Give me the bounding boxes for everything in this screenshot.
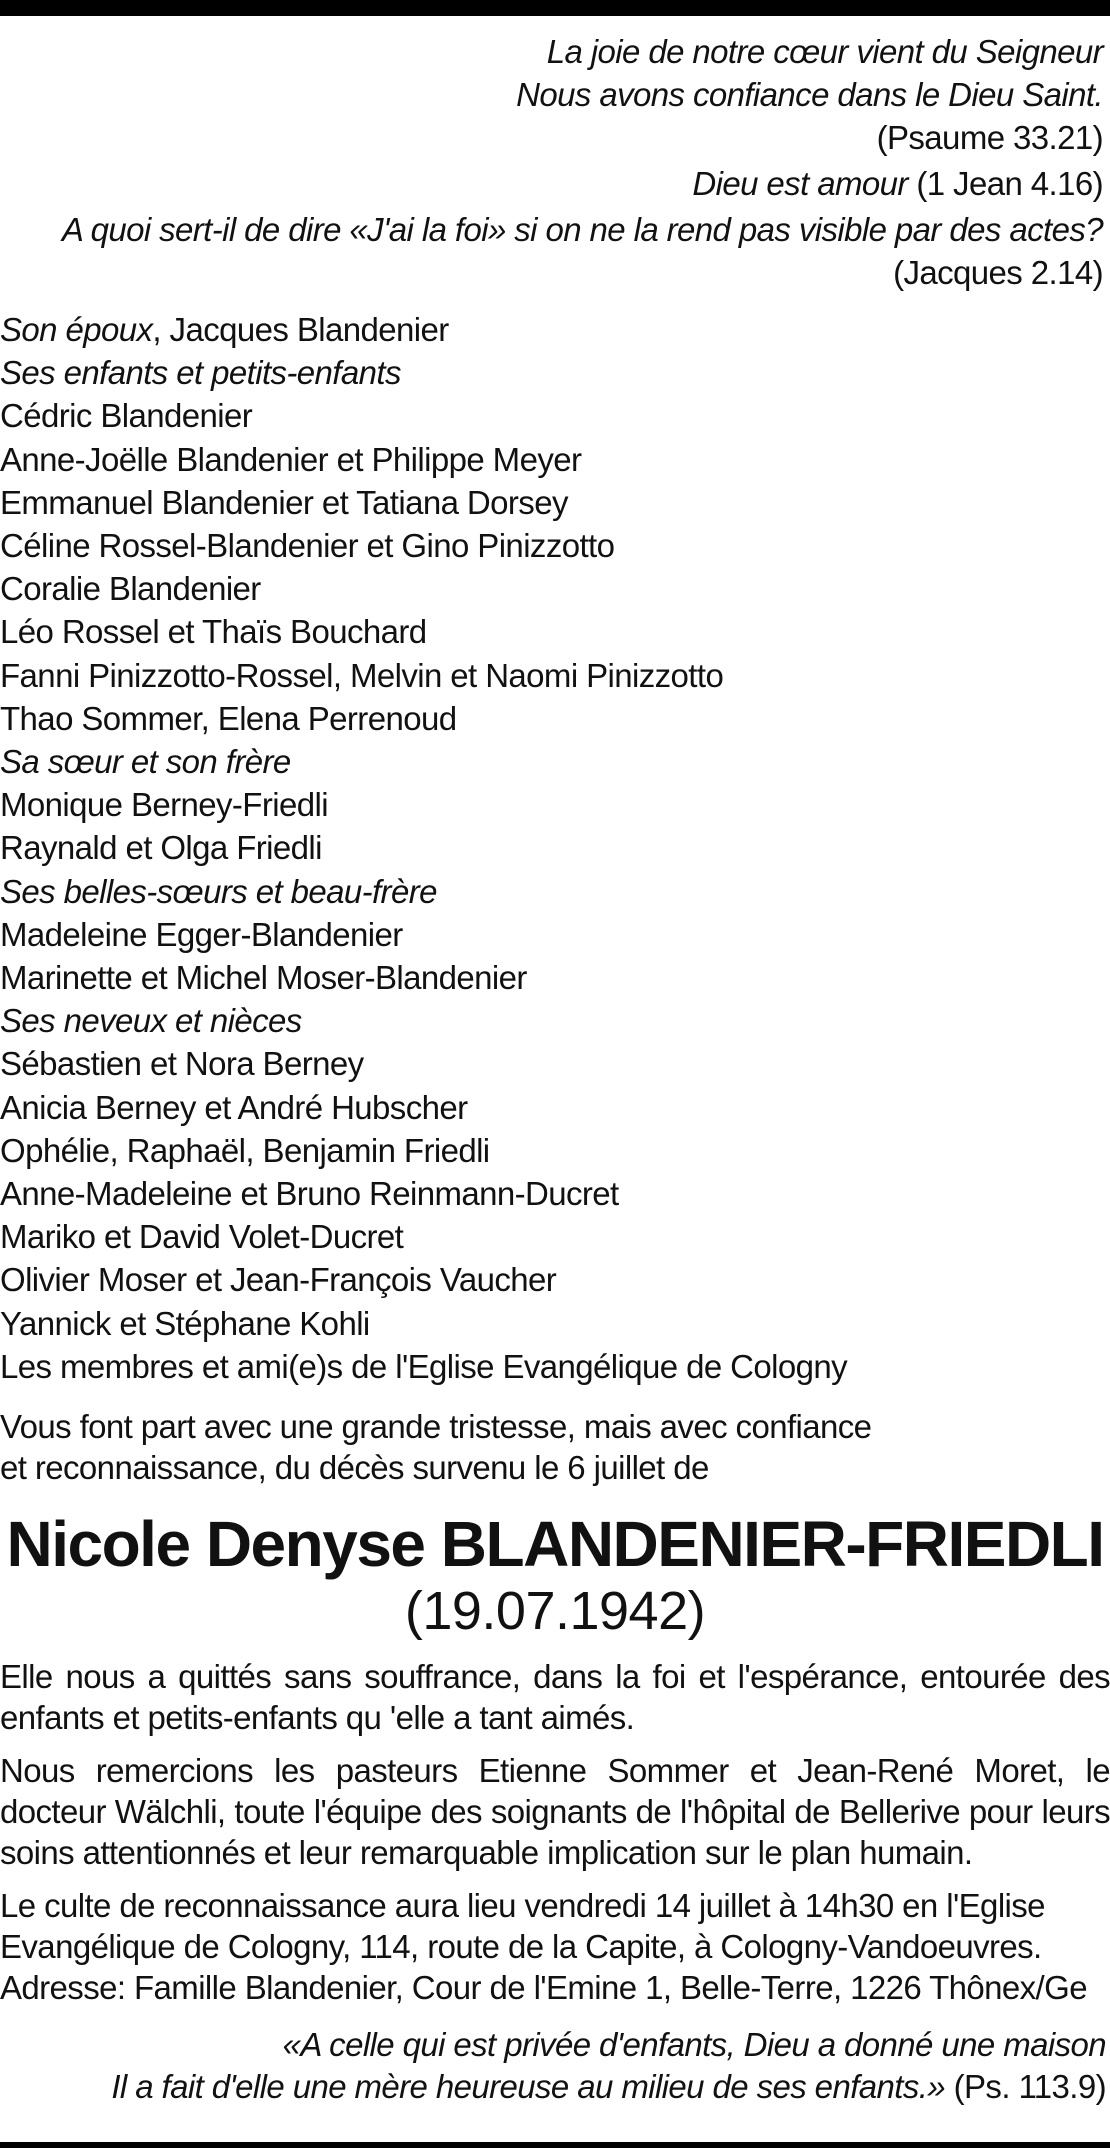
- birth-date: (19.07.1942): [404, 1581, 706, 1642]
- family-group-heading: Ses belles-sœurs et beau-frère: [0, 872, 437, 910]
- family-lines: [0, 351, 1110, 1388]
- family-member: Ophélie, Raphaël, Benjamin Friedli: [0, 1131, 490, 1169]
- family-member: Les membres et ami(e)s de l'Eglise Evangélique de Cologny: [0, 1347, 848, 1385]
- paragraph-service: [0, 1885, 1110, 2008]
- family-member: Thao Sommer, Elena Perrenoud: [0, 699, 457, 737]
- family-member: Céline Rossel-Blandenier et Gino Pinizzotto: [0, 527, 615, 565]
- verse-reference: (Psaume 33.21): [876, 119, 1103, 156]
- closing-line: Il a fait d'elle une mère heureuse au milieu de ses enfants.» (Ps. 113.9): [111, 2068, 1106, 2106]
- family-member: Mariko et David Volet-Ducret: [0, 1218, 404, 1256]
- family-member: Anicia Berney et André Hubscher: [0, 1088, 468, 1126]
- family-member: Madeleine Egger-Blandenier: [0, 915, 403, 953]
- family-member: Cédric Blandenier: [0, 397, 253, 435]
- address-line: Adresse: Famille Blandenier, Cour de l'Emine 1, Belle-Terre, 1226 Thônex/Ge: [0, 1969, 1087, 2007]
- verse-line: La joie de notre cœur vient du Seigneur: [546, 33, 1103, 70]
- verse-reference: (Jacques 2.14): [893, 254, 1103, 291]
- opening-verses: [0, 30, 1110, 294]
- service-line: Le culte de reconnaissance aura lieu vendredi 14 juillet à 14h30 en l'Eglise: [0, 1887, 1045, 1925]
- verse-line: Dieu est amour (1 Jean 4.16): [692, 165, 1103, 202]
- bottom-rule: [0, 2142, 1110, 2148]
- family-member: Emmanuel Blandenier et Tatiana Dorsey: [0, 483, 568, 521]
- top-rule: [0, 0, 1110, 16]
- family-group-heading: Ses enfants et petits-enfants: [0, 354, 401, 392]
- verse-line: A quoi sert-il de dire «J'ai la foi» si on ne la rend pas visible par des actes?: [61, 211, 1103, 248]
- spouse-line: Son époux, Jacques Blandenier: [0, 311, 449, 348]
- family-member: Léo Rossel et Thaïs Bouchard: [0, 613, 427, 651]
- family-list: [0, 308, 1110, 1388]
- family-member: Anne-Joëlle Blandenier et Philippe Meyer: [0, 440, 582, 478]
- family-member: Coralie Blandenier: [0, 570, 261, 608]
- service-line: Evangélique de Cologny, 114, route de la Capite, à Cologny-Vandoeuvres.: [0, 1928, 1042, 1966]
- announcement-line: Vous font part avec une grande tristesse, mais avec confiance: [0, 1408, 872, 1446]
- closing-verse: [0, 2024, 1110, 2108]
- announcement-line: et reconnaissance, du décès survenu le 6 juillet de: [0, 1449, 709, 1487]
- paragraph-farewell: Elle nous a quittés sans souffrance, dans la foi et l'espérance, entourée des enfants et petits-enfants qu 'elle a tant aimés.: [0, 1658, 1110, 1737]
- family-member: Marinette et Michel Moser-Blandenier: [0, 959, 527, 997]
- family-member: Raynald et Olga Friedli: [0, 829, 322, 867]
- family-member: Anne-Madeleine et Bruno Reinmann-Ducret: [0, 1175, 619, 1213]
- family-member: Yannick et Stéphane Kohli: [0, 1304, 370, 1342]
- family-member: Monique Berney-Friedli: [0, 786, 328, 824]
- family-group-heading: Sa sœur et son frère: [0, 743, 291, 781]
- announcement: [0, 1406, 1110, 1488]
- family-member: Sébastien et Nora Berney: [0, 1045, 364, 1083]
- family-group-heading: Ses neveux et nièces: [0, 1002, 302, 1040]
- obituary-notice: [0, 16, 1110, 2108]
- closing-line: «A celle qui est privée d'enfants, Dieu a donné une maison: [282, 2026, 1106, 2064]
- paragraph-thanks: Nous remercions les pasteurs Etienne Sommer et Jean-René Moret, le docteur Wälchli, toute l'équipe des soignants de l'hôpital de Bellerive pour leurs soins attentionnés et leur remarquable implication sur le plan humain.: [0, 1752, 1110, 1872]
- family-member: Olivier Moser et Jean-François Vaucher: [0, 1261, 557, 1299]
- family-member: Fanni Pinizzotto-Rossel, Melvin et Naomi Pinizzotto: [0, 656, 724, 694]
- deceased-name: Nicole Denyse BLANDENIER-FRIEDLI: [6, 1508, 1104, 1581]
- verse-line: Nous avons confiance dans le Dieu Saint.: [516, 76, 1103, 113]
